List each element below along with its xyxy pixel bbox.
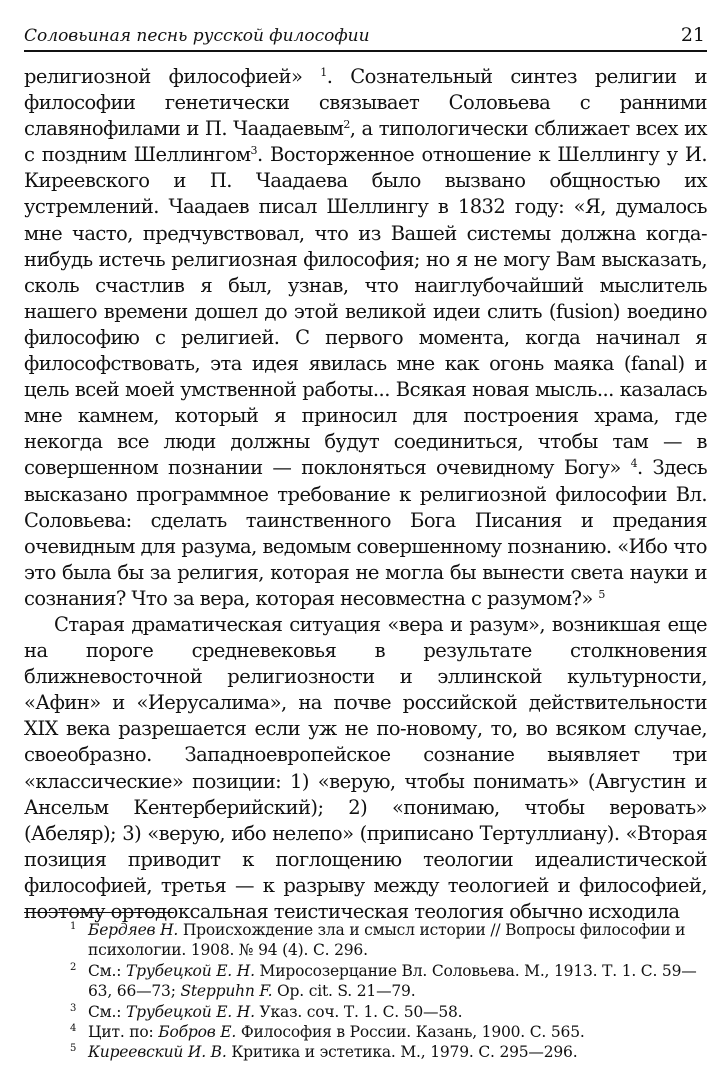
running-header [24, 20, 707, 52]
footnotes [66, 920, 706, 1063]
text-run: Критика и эстетика. М., 1979. С. 295—296. [226, 1043, 578, 1062]
text-run: , а типологически сближает всех их с поздним Шеллингом [24, 117, 707, 167]
text-run: . Сознательный синтез религии и философии генетически связывает Соловьева с ранними славянофилами и П. Чаадаевым [24, 65, 707, 141]
footnote-ref: 4 [630, 457, 638, 471]
page-number: 21 [680, 24, 705, 46]
footnote-ref: 3 [250, 144, 257, 158]
text-run: религиозной философией» [24, 65, 321, 88]
text-run: См.: [88, 961, 126, 980]
body-text [24, 64, 707, 925]
author-name: Трубецкой Е. Н. [126, 1002, 255, 1021]
footnote [66, 920, 706, 961]
footnote-ref: 2 [343, 118, 350, 132]
footnote-number: 4 [70, 1023, 77, 1035]
footnote [66, 1022, 706, 1042]
footnote-ref: 1 [320, 66, 327, 79]
text-run: См.: [88, 1002, 126, 1021]
text-run: Старая драматическая ситуация «вера и разум», возникшая еще на пороге средневековья в результате столкновения ближневосточной религиозности и эллинской культурности, «Афин» и «Иерусалима», на почве российской действительности XIX века разрешается если уж не по-новому, то, во всяком случае, своеобразно. Западноевропейское сознание выявляет три «классические» позиции: 1) «верую, чтобы понимать» (Августин и Ансельм Кентерберийский); 2) «понимаю, чтобы веровать» (Абеляр); 3) «верую, ибо нелепо» (приписано Тертуллиану). «Вторая позиция приводит к поглощению теологии идеалистической философией, третья — к разрыву между теологией и философией, поэтому ортодоксальная теистическая теология обычно исходила [24, 612, 707, 923]
text-run: . Восторженное отношение к Шеллингу у И. Киреевского и П. Чаадаева было вызвано общностью их устремлений. Чаадаев писал Шеллингу в 1832 году: «Я, думалось мне часто, предчувствовал, что из Вашей системы должна когда-нибудь истечь религиозная философия; но я не могу Вам высказать, сколь счастлив я был, узнав, что наиглубочайший мыслитель нашего времени дошел до этой великой идеи слить (fusion) воедино философию с религией. С первого момента, когда начинал я философствовать, эта идея явилась мне как огонь маяка (fanal) и цель всей моей умственной работы... Всякая новая мысль... казалась мне камнем, который я приносил для построения храма, где некогда все люди должны будут соединиться, чтобы там — в совершенном познании — поклоняться очевидному Богу» [24, 143, 707, 480]
text-run: Философия в России. Казань, 1900. С. 565. [236, 1023, 585, 1042]
footnote [66, 1002, 706, 1022]
text-run: Op. cit. S. 21—79. [272, 982, 416, 1001]
paragraph [24, 612, 707, 925]
text-run: Цит. по: [88, 1023, 159, 1042]
footnote-number: 5 [70, 1043, 77, 1055]
footnote-rule [24, 912, 174, 913]
text-run: Происхождение зла и смысл истории // Вопросы философии и психологии. 1908. № 94 (4). С. 296. [88, 921, 686, 960]
author-name: Киреевский И. В. [88, 1043, 227, 1062]
paragraph [24, 64, 707, 612]
text-run: Миросозерцание Вл. Соловьева. М., 1913. Т. 1. С. 59—63, 66—73; [88, 961, 697, 1001]
footnote-number: 2 [70, 961, 77, 973]
text-run: . Здесь высказано программное требование к религиозной философии Вл. Соловьева: сделать таинственного Бога Писания и предания очевидным для разума, ведомым совершенному познанию. «Ибо что это была бы за религия, которая не могла бы вынести света науки и сознания? Что за вера, которая несовместна с разумом?» [24, 456, 708, 610]
author-name: Бобров Е. [158, 1023, 237, 1042]
footnote [66, 961, 706, 1002]
footnote-number: 1 [70, 921, 77, 932]
footnote-number: 3 [70, 1002, 77, 1014]
author-name: Бердяев Н. [88, 921, 179, 939]
footnote [66, 1042, 706, 1062]
author-name: Steppuhn F. [180, 982, 273, 1001]
text-run: Указ. соч. Т. 1. С. 50—58. [254, 1002, 463, 1021]
running-title: Соловьиная песнь русской философии [24, 26, 370, 46]
footnote-ref: 5 [598, 587, 605, 601]
author-name: Трубецкой Е. Н. [126, 961, 255, 980]
